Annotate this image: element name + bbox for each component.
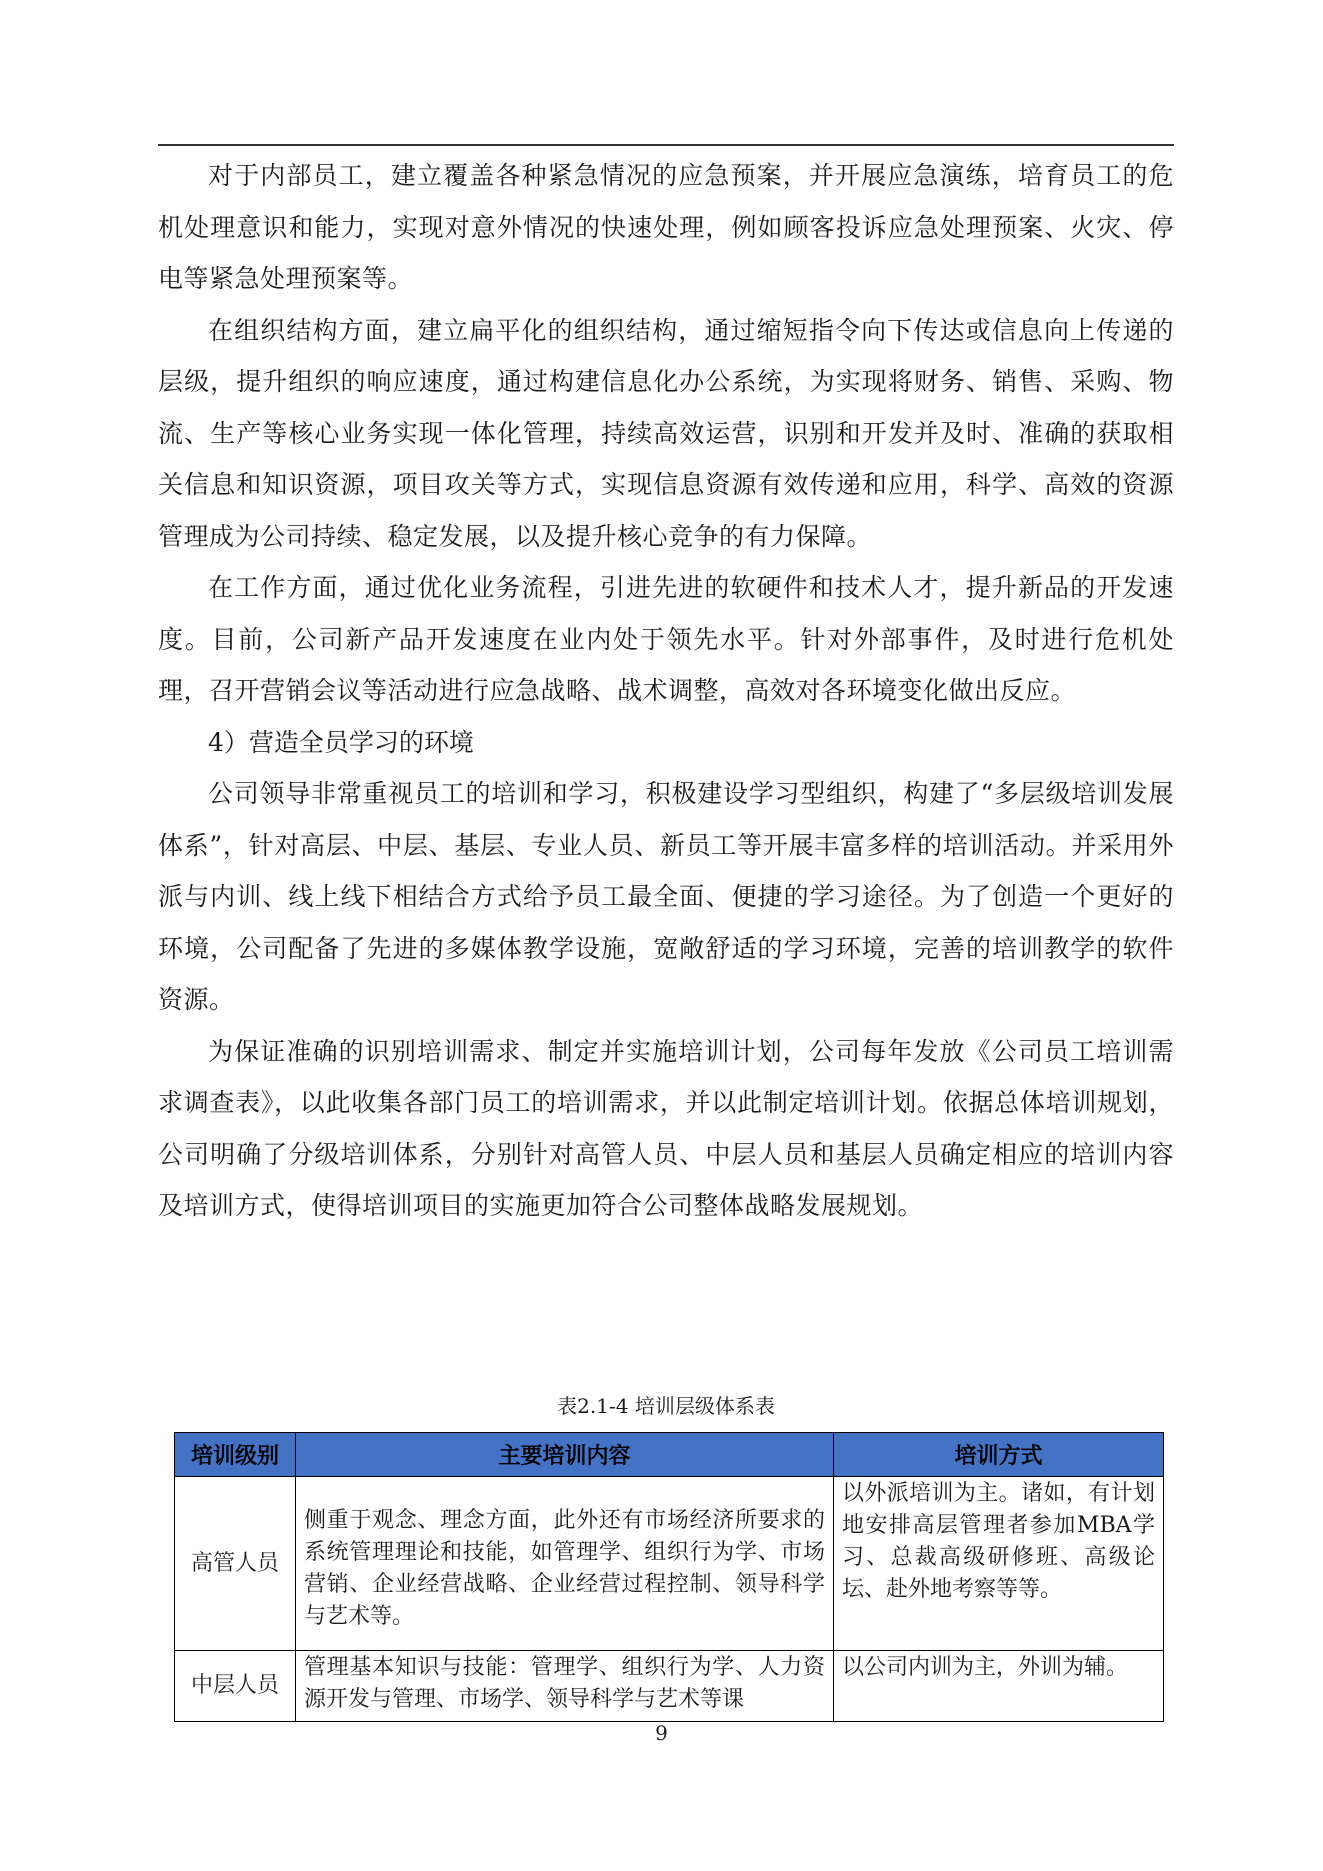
cell-level: 高管人员 (175, 1477, 296, 1651)
table-row (175, 1651, 1164, 1722)
header-rule (158, 144, 1174, 146)
cell-content: 管理基本知识与技能：管理学、组织行为学、人力资源开发与管理、市场学、领导科学与艺术等课 (296, 1651, 834, 1722)
cell-method: 以公司内训为主，外训为辅。 (834, 1651, 1164, 1722)
training-level-table (174, 1432, 1164, 1722)
paragraph: 公司领导非常重视员工的培训和学习，积极建设学习型组织，构建了“多层级培训发展体系”，针对高层、中层、基层、专业人员、新员工等开展丰富多样的培训活动。并采用外派与内训、线上线下相结合方式给予员工最全面、便捷的学习途径。为了创造一个更好的环境，公司配备了先进的多媒体教学设施，宽敞舒适的学习环境，完善的培训教学的软件资源。 (158, 779, 1174, 1014)
paragraph: 在工作方面，通过优化业务流程，引进先进的软硬件和技术人才，提升新品的开发速度。目前，公司新产品开发速度在业内处于领先水平。针对外部事件，及时进行危机处理，召开营销会议等活动进行应急战略、战术调整，高效对各环境变化做出反应。 (158, 573, 1174, 705)
table-row (175, 1477, 1164, 1651)
paragraph: 在组织结构方面，建立扁平化的组织结构，通过缩短指令向下传达或信息向上传递的层级，提升组织的响应速度，通过构建信息化办公系统，为实现将财务、销售、采购、物流、生产等核心业务实现一体化管理，持续高效运营，识别和开发并及时、准确的获取相关信息和知识资源，项目攻关等方式，实现信息资源有效传递和应用，科学、高效的资源管理成为公司持续、稳定发展，以及提升核心竞争的有力保障。 (158, 315, 1174, 551)
paragraph: 为保证准确的识别培训需求、制定并实施培训计划，公司每年发放《公司员工培训需求调查表》，以此收集各部门员工的培训需求，并以此制定培训计划。依据总体培训规划，公司明确了分级培训体系，分别针对高管人员、中层人员和基层人员确定相应的培训内容及培训方式，使得培训项目的实施更加符合公司整体战略发展规划。 (158, 1036, 1174, 1220)
paragraph: 对于内部员工，建立覆盖各种紧急情况的应急预案，并开展应急演练，培育员工的危机处理意识和能力，实现对意外情况的快速处理，例如顾客投诉应急处理预案、火灾、停电等紧急处理预案等。 (158, 161, 1174, 293)
column-header-method: 培训方式 (834, 1433, 1164, 1477)
table-header-row (175, 1433, 1164, 1477)
section-heading: 4）营造全员学习的环境 (208, 727, 474, 757)
page-number: 9 (655, 1721, 668, 1745)
cell-method: 以外派培训为主。诸如，有计划地安排高层管理者参加MBA学习、总裁高级研修班、高级论坛、赴外地考察等等。 (834, 1477, 1164, 1651)
body-text (158, 150, 1174, 1232)
cell-content: 侧重于观念、理念方面，此外还有市场经济所要求的系统管理理论和技能，如管理学、组织行为学、市场营销、企业经营战略、企业经营过程控制、领导科学与艺术等。 (296, 1477, 834, 1651)
cell-level: 中层人员 (175, 1651, 296, 1722)
column-header-level: 培训级别 (175, 1433, 296, 1477)
table-caption: 表2.1-4 培训层级体系表 (557, 1394, 775, 1418)
column-header-content: 主要培训内容 (296, 1433, 834, 1477)
